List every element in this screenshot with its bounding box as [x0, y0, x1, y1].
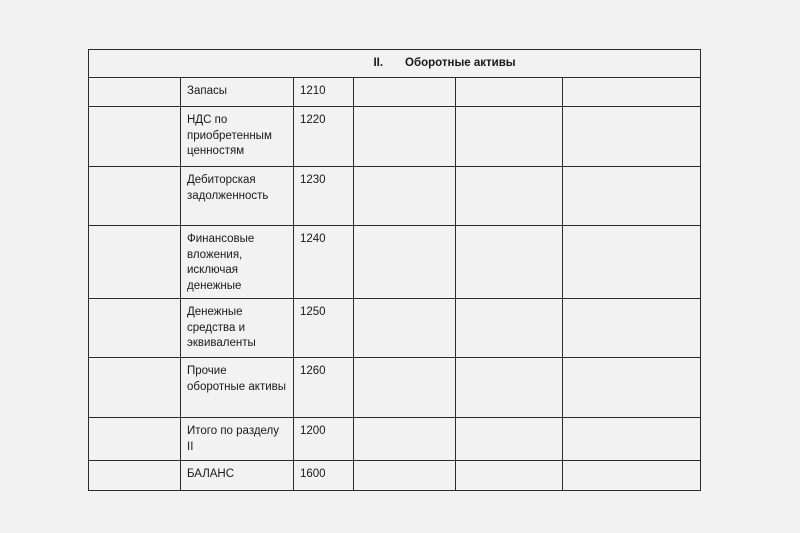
item-name-cell	[181, 167, 294, 226]
item-code-cell	[294, 461, 354, 491]
value-cell[interactable]	[456, 226, 563, 299]
value-cell[interactable]	[563, 167, 701, 226]
blank-cell	[89, 358, 181, 418]
item-code-cell	[294, 226, 354, 299]
blank-cell	[89, 107, 181, 167]
item-code: 1250	[300, 306, 326, 318]
value-cell[interactable]	[354, 167, 456, 226]
value-cell[interactable]	[354, 461, 456, 491]
table-row	[89, 78, 701, 107]
section-number: II.	[373, 56, 384, 69]
value-cell[interactable]	[563, 226, 701, 299]
value-cell[interactable]	[456, 107, 563, 167]
item-name-cell	[181, 358, 294, 418]
item-name-cell	[181, 226, 294, 299]
item-name: Дебиторская задолженность	[187, 174, 269, 202]
item-name: БАЛАНС	[187, 468, 235, 480]
table-row	[89, 418, 701, 461]
section-header-cell	[89, 50, 701, 78]
value-cell[interactable]	[354, 78, 456, 107]
value-cell[interactable]	[456, 78, 563, 107]
value-cell[interactable]	[456, 461, 563, 491]
item-name-cell	[181, 107, 294, 167]
item-code-cell	[294, 167, 354, 226]
value-cell[interactable]	[563, 78, 701, 107]
item-name: Запасы	[187, 85, 227, 97]
item-code-cell	[294, 299, 354, 358]
value-cell[interactable]	[456, 418, 563, 461]
item-name-cell	[181, 299, 294, 358]
section-title: Оборотные активы	[405, 56, 516, 69]
value-cell[interactable]	[563, 107, 701, 167]
table-row	[89, 461, 701, 491]
table-row	[89, 167, 701, 226]
table-row	[89, 299, 701, 358]
value-cell[interactable]	[354, 418, 456, 461]
item-name: Прочие оборотные активы	[187, 365, 287, 393]
value-cell[interactable]	[456, 167, 563, 226]
item-code-cell	[294, 418, 354, 461]
item-name: Финансовые вложения, исключая денежные	[187, 233, 255, 292]
value-cell[interactable]	[563, 358, 701, 418]
value-cell[interactable]	[563, 461, 701, 491]
blank-cell	[89, 226, 181, 299]
table-row	[89, 226, 701, 299]
item-code: 1260	[300, 365, 326, 377]
item-code: 1240	[300, 233, 326, 245]
table-row	[89, 107, 701, 167]
item-name-cell	[181, 418, 294, 461]
blank-cell	[89, 418, 181, 461]
blank-cell	[89, 78, 181, 107]
item-code-cell	[294, 107, 354, 167]
value-cell[interactable]	[354, 226, 456, 299]
item-name: НДС по приобретенным ценностям	[187, 114, 272, 157]
item-name: Денежные средства и эквиваленты	[187, 306, 256, 349]
item-code: 1230	[300, 174, 326, 186]
item-code-cell	[294, 78, 354, 107]
value-cell[interactable]	[563, 418, 701, 461]
item-code: 1210	[300, 85, 326, 97]
value-cell[interactable]	[354, 107, 456, 167]
value-cell[interactable]	[456, 299, 563, 358]
table-row	[89, 358, 701, 418]
item-code: 1220	[300, 114, 326, 126]
item-code: 1600	[300, 468, 326, 480]
item-code: 1200	[300, 425, 326, 437]
item-name-cell	[181, 461, 294, 491]
blank-cell	[89, 461, 181, 491]
section-header-row	[89, 50, 701, 78]
value-cell[interactable]	[354, 299, 456, 358]
item-name: Итого по разделу II	[187, 425, 280, 453]
balance-sheet-table	[88, 49, 701, 491]
item-code-cell	[294, 358, 354, 418]
value-cell[interactable]	[456, 358, 563, 418]
item-name-cell	[181, 78, 294, 107]
value-cell[interactable]	[354, 358, 456, 418]
blank-cell	[89, 299, 181, 358]
blank-cell	[89, 167, 181, 226]
value-cell[interactable]	[563, 299, 701, 358]
